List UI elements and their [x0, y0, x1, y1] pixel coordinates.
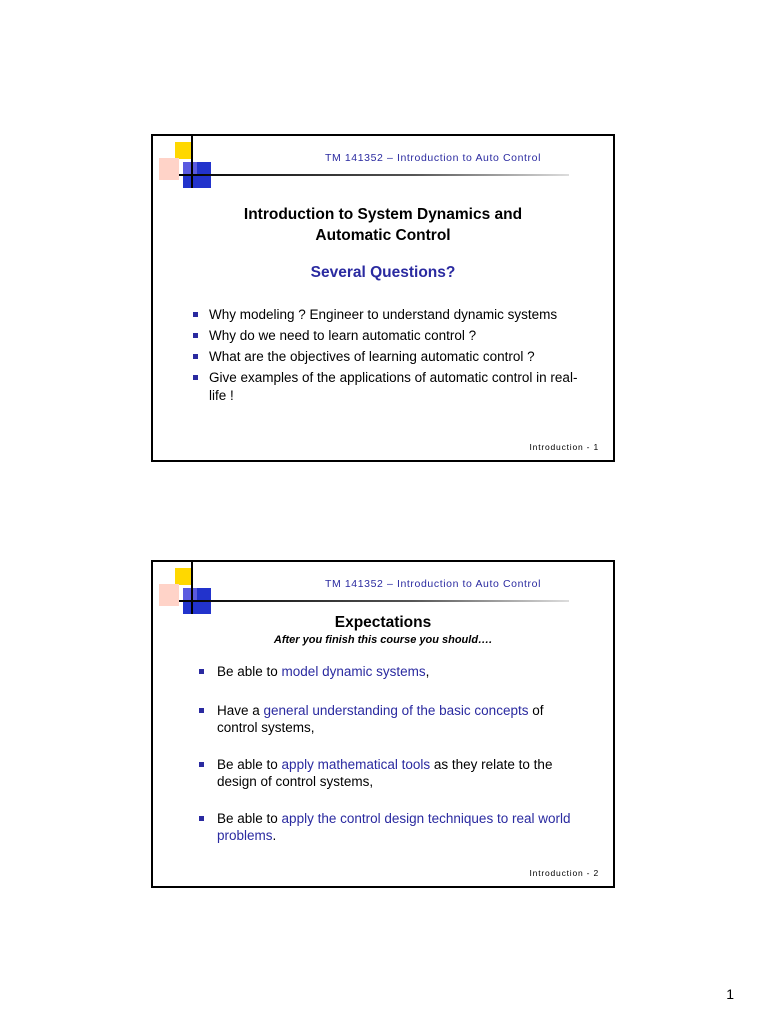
slide-1	[151, 134, 615, 462]
course-header: TM 141352 – Introduction to Auto Control	[324, 152, 542, 164]
slide-footer: Introduction - 2	[529, 868, 599, 878]
page-number: 1	[726, 986, 734, 1002]
slide-subtitle: Several Questions?	[310, 264, 456, 281]
list-item: Give examples of the applications of automatic control in real-life !	[193, 369, 593, 405]
expectation-list	[199, 663, 579, 844]
square-bullet-icon	[199, 816, 204, 821]
square-bullet-icon	[199, 708, 204, 713]
slide-logo-decoration	[153, 562, 623, 622]
slide-logo-decoration	[153, 136, 623, 196]
square-bullet-icon	[199, 762, 204, 767]
slide-subtitle: After you finish this course you should….	[273, 634, 493, 646]
square-bullet-icon	[199, 669, 204, 674]
list-item: Why do we need to learn automatic control ?	[193, 327, 593, 345]
square-bullet-icon	[193, 312, 198, 317]
question-list	[193, 306, 593, 408]
highlight-text: general understanding of the basic concepts	[263, 703, 529, 718]
highlight-text: apply the control design techniques to real world problems	[217, 811, 571, 843]
highlight-text: apply mathematical tools	[281, 757, 431, 772]
slide-title-line-1: Introduction to System Dynamics and	[243, 206, 523, 223]
list-item: Be able to model dynamic systems,	[199, 663, 579, 680]
slide-footer: Introduction - 1	[529, 442, 599, 452]
slide-title	[153, 204, 613, 246]
square-bullet-icon	[193, 354, 198, 359]
list-item: Be able to apply the control design techniques to real world problems.	[199, 810, 579, 844]
logo-horizontal-rule	[179, 174, 569, 176]
list-item: Be able to apply mathematical tools as they relate to the design of control systems,	[199, 756, 579, 790]
list-item: Why modeling ? Engineer to understand dynamic systems	[193, 306, 593, 324]
course-header: TM 141352 – Introduction to Auto Control	[324, 578, 542, 590]
square-bullet-icon	[193, 375, 198, 380]
slide-title-line-2: Automatic Control	[315, 227, 451, 244]
slide-2	[151, 560, 615, 888]
list-item: Have a general understanding of the basic concepts of control systems,	[199, 702, 579, 736]
list-item: What are the objectives of learning automatic control ?	[193, 348, 593, 366]
square-bullet-icon	[193, 333, 198, 338]
slide-title: Expectations	[334, 614, 432, 631]
highlight-text: model dynamic systems	[281, 664, 426, 679]
logo-horizontal-rule	[179, 600, 569, 602]
